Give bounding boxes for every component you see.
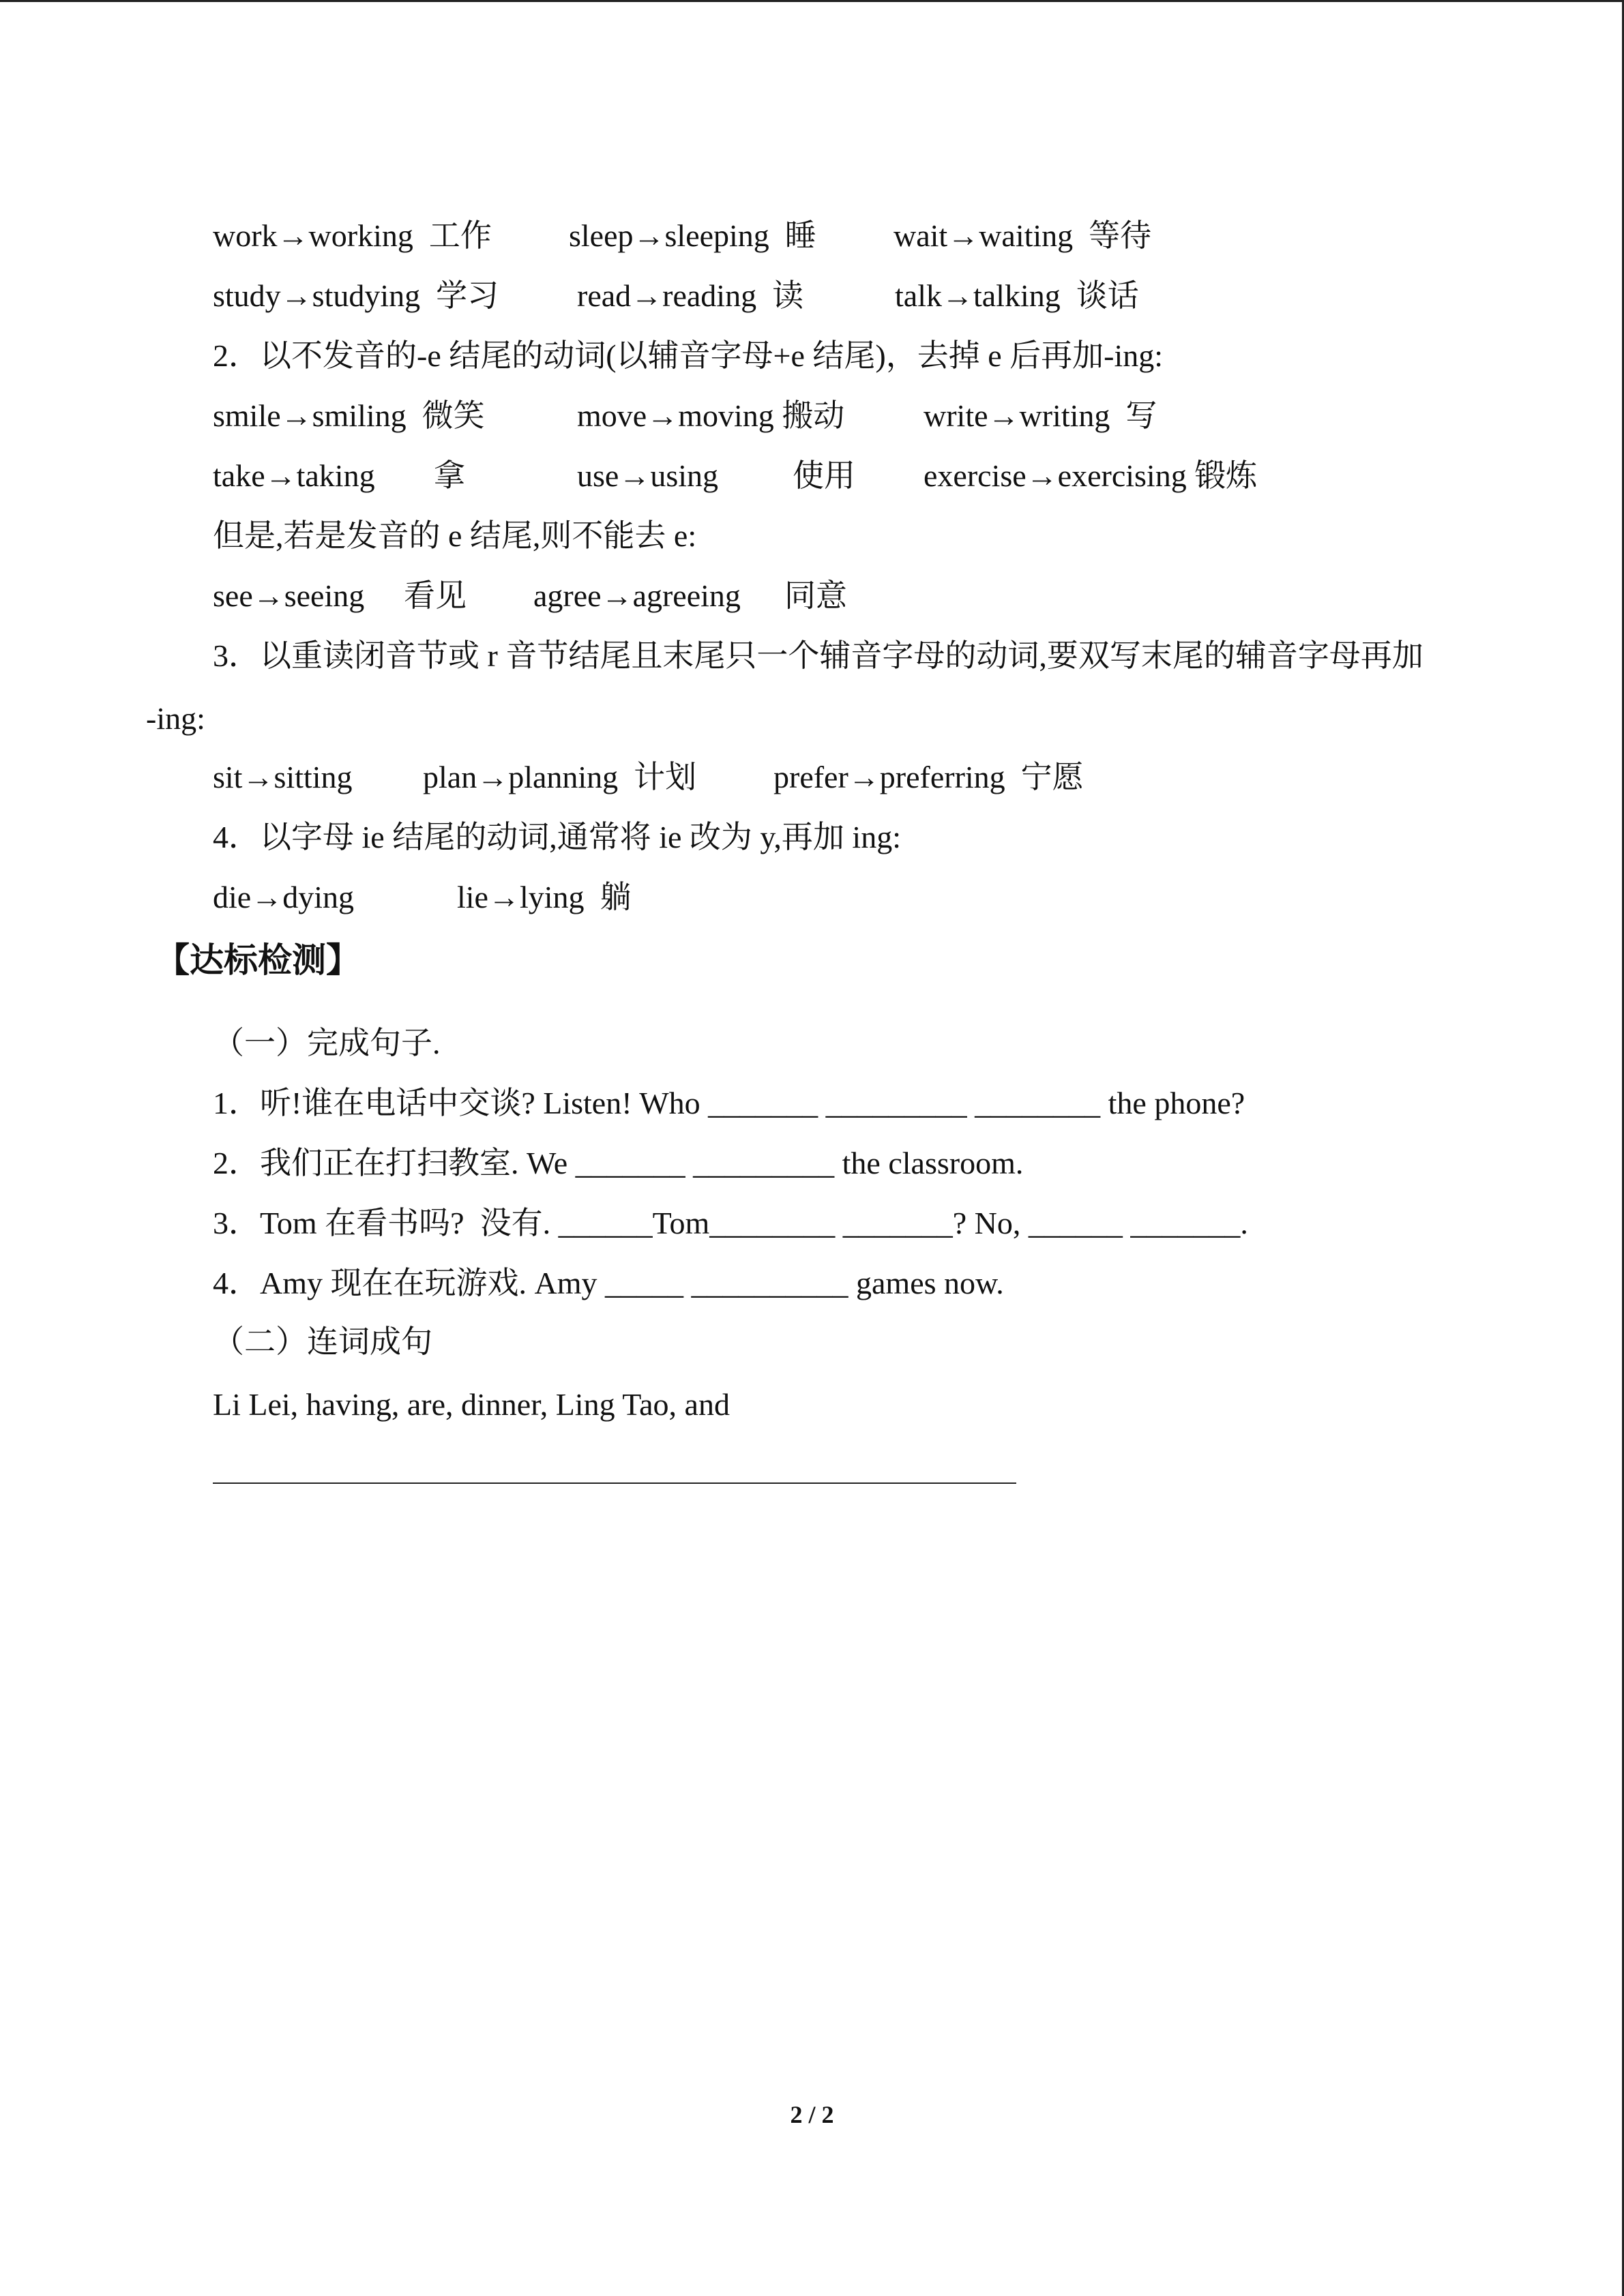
example-write: write→writing 写	[924, 398, 1157, 433]
example-study: study→studying 学习	[213, 278, 499, 313]
example-sleep: sleep→sleeping 睡	[569, 218, 816, 253]
example-smile: smile→smiling 微笑	[213, 398, 485, 433]
example-see: see→seeing	[213, 578, 365, 613]
exercise-4: 4．Amy 现在在玩游戏. Amy _____ __________ games now.	[213, 1266, 1004, 1300]
rule-3-line-2: -ing:	[146, 701, 205, 736]
part-1-title: （一）完成句子.	[213, 1026, 441, 1060]
example-see-meaning: 看见	[404, 578, 467, 613]
example-wait: wait→waiting 等待	[894, 218, 1152, 253]
example-plan: plan→planning 计划	[423, 760, 697, 794]
example-lie: lie→lying 躺	[457, 880, 632, 914]
example-take-meaning: 拿	[434, 458, 465, 493]
word-list: Li Lei, having, are, dinner, Ling Tao, and	[213, 1387, 730, 1422]
part-2-title: （二）连词成句	[213, 1324, 432, 1359]
page-top-border	[0, 0, 1624, 2]
rule-2-note: 但是,若是发音的 e 结尾,则不能去 e:	[213, 518, 697, 553]
section-heading: 【达标检测】	[156, 940, 360, 980]
example-use-meaning: 使用	[793, 458, 855, 493]
examples-row-7	[0, 878, 1624, 916]
example-exercise: exercise→exercising 锻炼	[924, 458, 1258, 493]
answer-line	[213, 1482, 1016, 1484]
example-talk: talk→talking 谈话	[895, 278, 1139, 313]
page-number: 2 / 2	[790, 2101, 834, 2128]
rule-4: 4．以字母 ie 结尾的动词,通常将 ie 改为 y,再加 ing:	[213, 820, 901, 854]
examples-row-5	[0, 577, 1624, 615]
example-move: move→moving 搬动	[577, 398, 845, 433]
rule-3-line-1: 3．以重读闭音节或 r 音节结尾且末尾只一个辅音字母的动词,要双写末尾的辅音字母再加	[213, 638, 1423, 673]
rule-2: 2．以不发音的-e 结尾的动词(以辅音字母+e 结尾)，去掉 e 后再加-ing:	[213, 338, 1164, 373]
examples-row-1	[0, 217, 1624, 255]
example-read: read→reading 读	[577, 278, 804, 313]
examples-row-3	[0, 397, 1624, 435]
exercise-2: 2．我们正在打扫教室. We _______ _________ the classroom.	[213, 1146, 1024, 1180]
example-use: use→using	[577, 458, 718, 493]
example-die: die→dying	[213, 880, 354, 914]
examples-row-4	[0, 457, 1624, 495]
example-agree: agree→agreeing	[533, 578, 741, 613]
example-sit: sit→sitting	[213, 760, 353, 794]
examples-row-2	[0, 277, 1624, 315]
example-take: take→taking	[213, 458, 375, 493]
example-prefer: prefer→preferring 宁愿	[773, 760, 1084, 794]
example-work: work→working 工作	[213, 218, 492, 253]
exercise-3: 3．Tom 在看书吗? 没有. ______Tom________ _______? No, ______ _______.	[213, 1206, 1248, 1240]
examples-row-6	[0, 758, 1624, 796]
example-agree-meaning: 同意	[784, 578, 847, 613]
exercise-1: 1．听!谁在电话中交谈? Listen! Who _______ _________ ________ the phone?	[213, 1086, 1245, 1120]
